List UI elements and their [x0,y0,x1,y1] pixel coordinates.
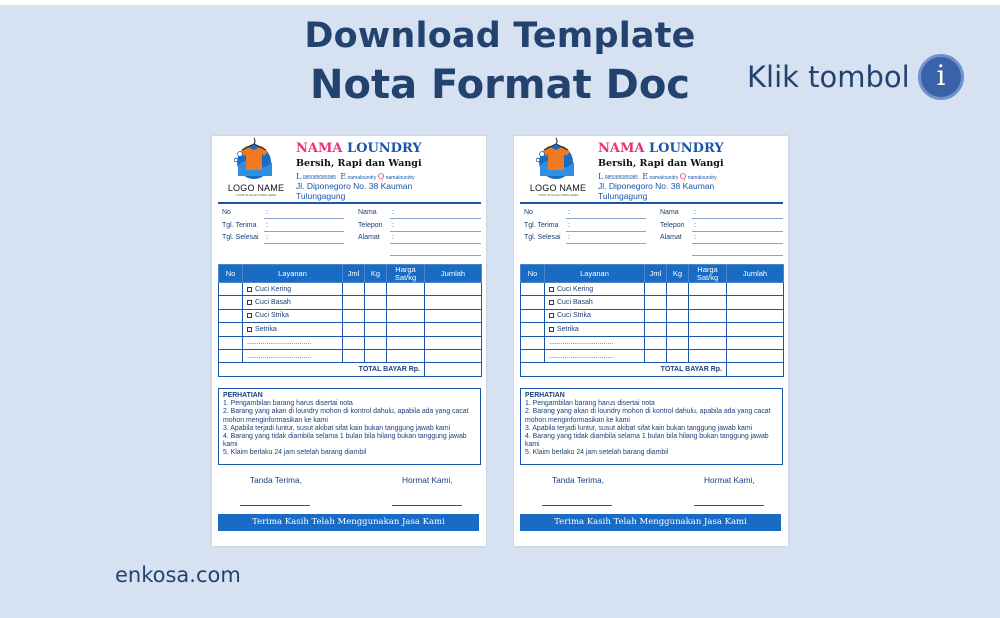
receipt-template-preview [514,136,788,546]
notes-box [218,388,481,465]
sign-label-sender: Hormat Kami, [704,475,755,485]
field-label-tgl-terima: Tgl. Terima [524,222,559,229]
checkbox[interactable] [247,287,252,292]
phone-number: 085085085085 [302,175,337,181]
colon: : [568,209,570,216]
total-value [727,363,784,376]
note-item: 4. Barang yang tidak diambila selama 1 bulan bila hilang bukan tanggung jawab kami [223,433,467,449]
instagram-icon: Q [377,172,385,181]
colon: : [568,234,570,241]
field-line [692,255,783,256]
address-line2: Tulungagung [296,191,346,201]
address-line1: Jl. Diponegoro No. 38 Kauman [296,181,413,191]
table-row: Setrika [219,323,482,336]
signature-line [542,505,612,506]
brand-name-part1: NAMA [598,141,645,156]
laundry-logo-icon [530,136,584,180]
notes-box [520,388,783,465]
field-label-tgl-terima: Tgl. Terima [222,222,257,229]
total-row [219,363,482,376]
header-divider [520,202,783,204]
colon: : [266,209,268,216]
phone-number: 085085085085 [604,175,639,181]
signature-line [694,505,764,506]
table-row: Cuci Strika [521,309,784,322]
checkbox[interactable] [549,300,554,305]
field-line [264,231,344,232]
field-label-no: No [222,209,231,216]
colon: : [266,234,268,241]
info-icon[interactable]: i [918,54,964,100]
brand-name [296,141,422,156]
field-label-nama: Nama [358,209,377,216]
field-label-alamat: Alamat [660,234,682,241]
total-label: TOTAL BAYAR Rp. [521,363,727,376]
table-row: Cuci Kering [219,283,482,296]
field-line [390,218,481,219]
brand-name [598,141,724,156]
field-line [566,243,646,244]
col-header-jumlah: Jumlah [727,265,784,283]
field-line [566,231,646,232]
col-header-kg: Kg [667,265,689,283]
laundry-logo-icon [228,136,282,180]
field-label-telepon: Telepon [358,222,383,229]
note-item: 5. Klaim berlaku 24 jam setelah barang diambil [525,449,669,457]
field-label-nama: Nama [660,209,679,216]
logo-name: LOGO NAME [227,183,285,193]
col-header-layanan: Layanan [243,265,343,283]
checkbox[interactable] [549,287,554,292]
tagline: Bersih, Rapi dan Wangi [598,158,724,169]
checkbox[interactable] [549,313,554,318]
checkbox[interactable] [247,327,252,332]
field-label-no: No [524,209,533,216]
colon: : [392,222,394,229]
contact-line [598,172,717,181]
notes-title: PERHATIAN [223,392,263,399]
note-item: 1. Pengambilan barang harus disertai nota [525,400,655,408]
signature-line [392,505,462,506]
phone-icon: L [598,172,604,181]
table-row: ................................. [219,336,482,349]
table-row: Cuci Strika [219,309,482,322]
colon: : [694,222,696,229]
logo-name: LOGO NAME [529,183,587,193]
colon: : [266,222,268,229]
receipt-template-preview [212,136,486,546]
items-table [520,264,784,377]
col-header-no: No [521,265,545,283]
field-label-tgl-selesai: Tgl. Selesai [524,234,561,241]
address-line2: Tulungagung [598,191,648,201]
checkbox[interactable] [247,313,252,318]
table-row: ................................. [219,349,482,362]
total-row [521,363,784,376]
notes-title: PERHATIAN [525,392,565,399]
email-icon: E [642,172,649,181]
address [296,181,486,201]
brand-name-part2: LOUNDRY [648,141,724,156]
field-line [390,231,481,232]
col-header-layanan: Layanan [545,265,645,283]
items-table [218,264,482,377]
phone-icon: L [296,172,302,181]
field-line [264,243,344,244]
col-header-harga: Harga Sat/kg [689,265,727,283]
instagram-handle: namaloundry [687,175,717,181]
address [598,181,788,201]
field-line [390,243,481,244]
field-line [692,231,783,232]
sign-label-sender: Hormat Kami, [402,475,453,485]
page-title-line2: Nota Format Doc [309,62,691,108]
colon: : [568,222,570,229]
sign-label-receiver: Tanda Terima, [250,475,302,485]
table-row: Setrika [521,323,784,336]
site-url[interactable]: enkosa.com [115,563,241,587]
email-icon: E [340,172,347,181]
field-line [566,218,646,219]
field-line [692,218,783,219]
sign-label-receiver: Tanda Terima, [552,475,604,485]
instagram-icon: Q [679,172,687,181]
total-value [425,363,482,376]
note-item: 2. Barang yang akan di loundry mohon di kontrol dahulu, apabila ada yang cacat mohon menginformasikan ke kami [525,408,771,424]
note-item: 5. Klaim berlaku 24 jam setelah barang diambil [223,449,367,457]
table-row: Cuci Basah [219,296,482,309]
table-row: ................................. [521,349,784,362]
tagline: Bersih, Rapi dan Wangi [296,158,422,169]
table-header-row [219,265,482,283]
col-header-harga: Harga Sat/kg [387,265,425,283]
table-row: Cuci Kering [521,283,784,296]
table-row: ................................. [521,336,784,349]
contact-line [296,172,415,181]
field-label-telepon: Telepon [660,222,685,229]
brand-name-part1: NAMA [296,141,343,156]
top-strip [0,0,1000,5]
table-row: Cuci Basah [521,296,784,309]
note-item: 3. Apabila terjadi luntur, susut akibat sifat kain bukan tanggung jawab kami [525,424,753,432]
colon: : [694,234,696,241]
checkbox[interactable] [549,327,554,332]
field-line [390,255,481,256]
thank-you-bar: Terima Kasih Telah Menggunakan Jasa Kami [218,514,479,531]
col-header-kg: Kg [365,265,387,283]
col-header-jumlah: Jumlah [425,265,482,283]
klik-tombol-label: Klik tombol [747,60,910,94]
checkbox[interactable] [247,300,252,305]
note-item: 4. Barang yang tidak diambila selama 1 bulan bila hilang bukan tanggung jawab kami [525,433,769,449]
field-line [264,218,344,219]
thank-you-bar: Terima Kasih Telah Menggunakan Jasa Kami [520,514,781,531]
total-label: TOTAL BAYAR Rp. [219,363,425,376]
col-header-no: No [219,265,243,283]
field-line [692,243,783,244]
table-header-row [521,265,784,283]
note-item: 2. Barang yang akan di loundry mohon di kontrol dahulu, apabila ada yang cacat mohon menginformasikan ke kami [223,408,469,424]
field-label-tgl-selesai: Tgl. Selesai [222,234,259,241]
logo-slogan: YOUR SLOGAN GOES HERE [537,193,579,197]
page-title-line1: Download Template [304,16,696,56]
email-handle: namaloundry [649,175,679,181]
signature-line [240,505,310,506]
instagram-handle: namaloundry [385,175,415,181]
logo-slogan: YOUR SLOGAN GOES HERE [235,193,277,197]
address-line1: Jl. Diponegoro No. 38 Kauman [598,181,715,191]
col-header-jml: Jml [645,265,667,283]
header-divider [218,202,481,204]
email-handle: namaloundry [347,175,377,181]
col-header-jml: Jml [343,265,365,283]
colon: : [392,209,394,216]
field-label-alamat: Alamat [358,234,380,241]
colon: : [392,234,394,241]
brand-name-part2: LOUNDRY [346,141,422,156]
note-item: 1. Pengambilan barang harus disertai nota [223,400,353,408]
note-item: 3. Apabila terjadi luntur, susut akibat sifat kain bukan tanggung jawab kami [223,424,451,432]
colon: : [694,209,696,216]
